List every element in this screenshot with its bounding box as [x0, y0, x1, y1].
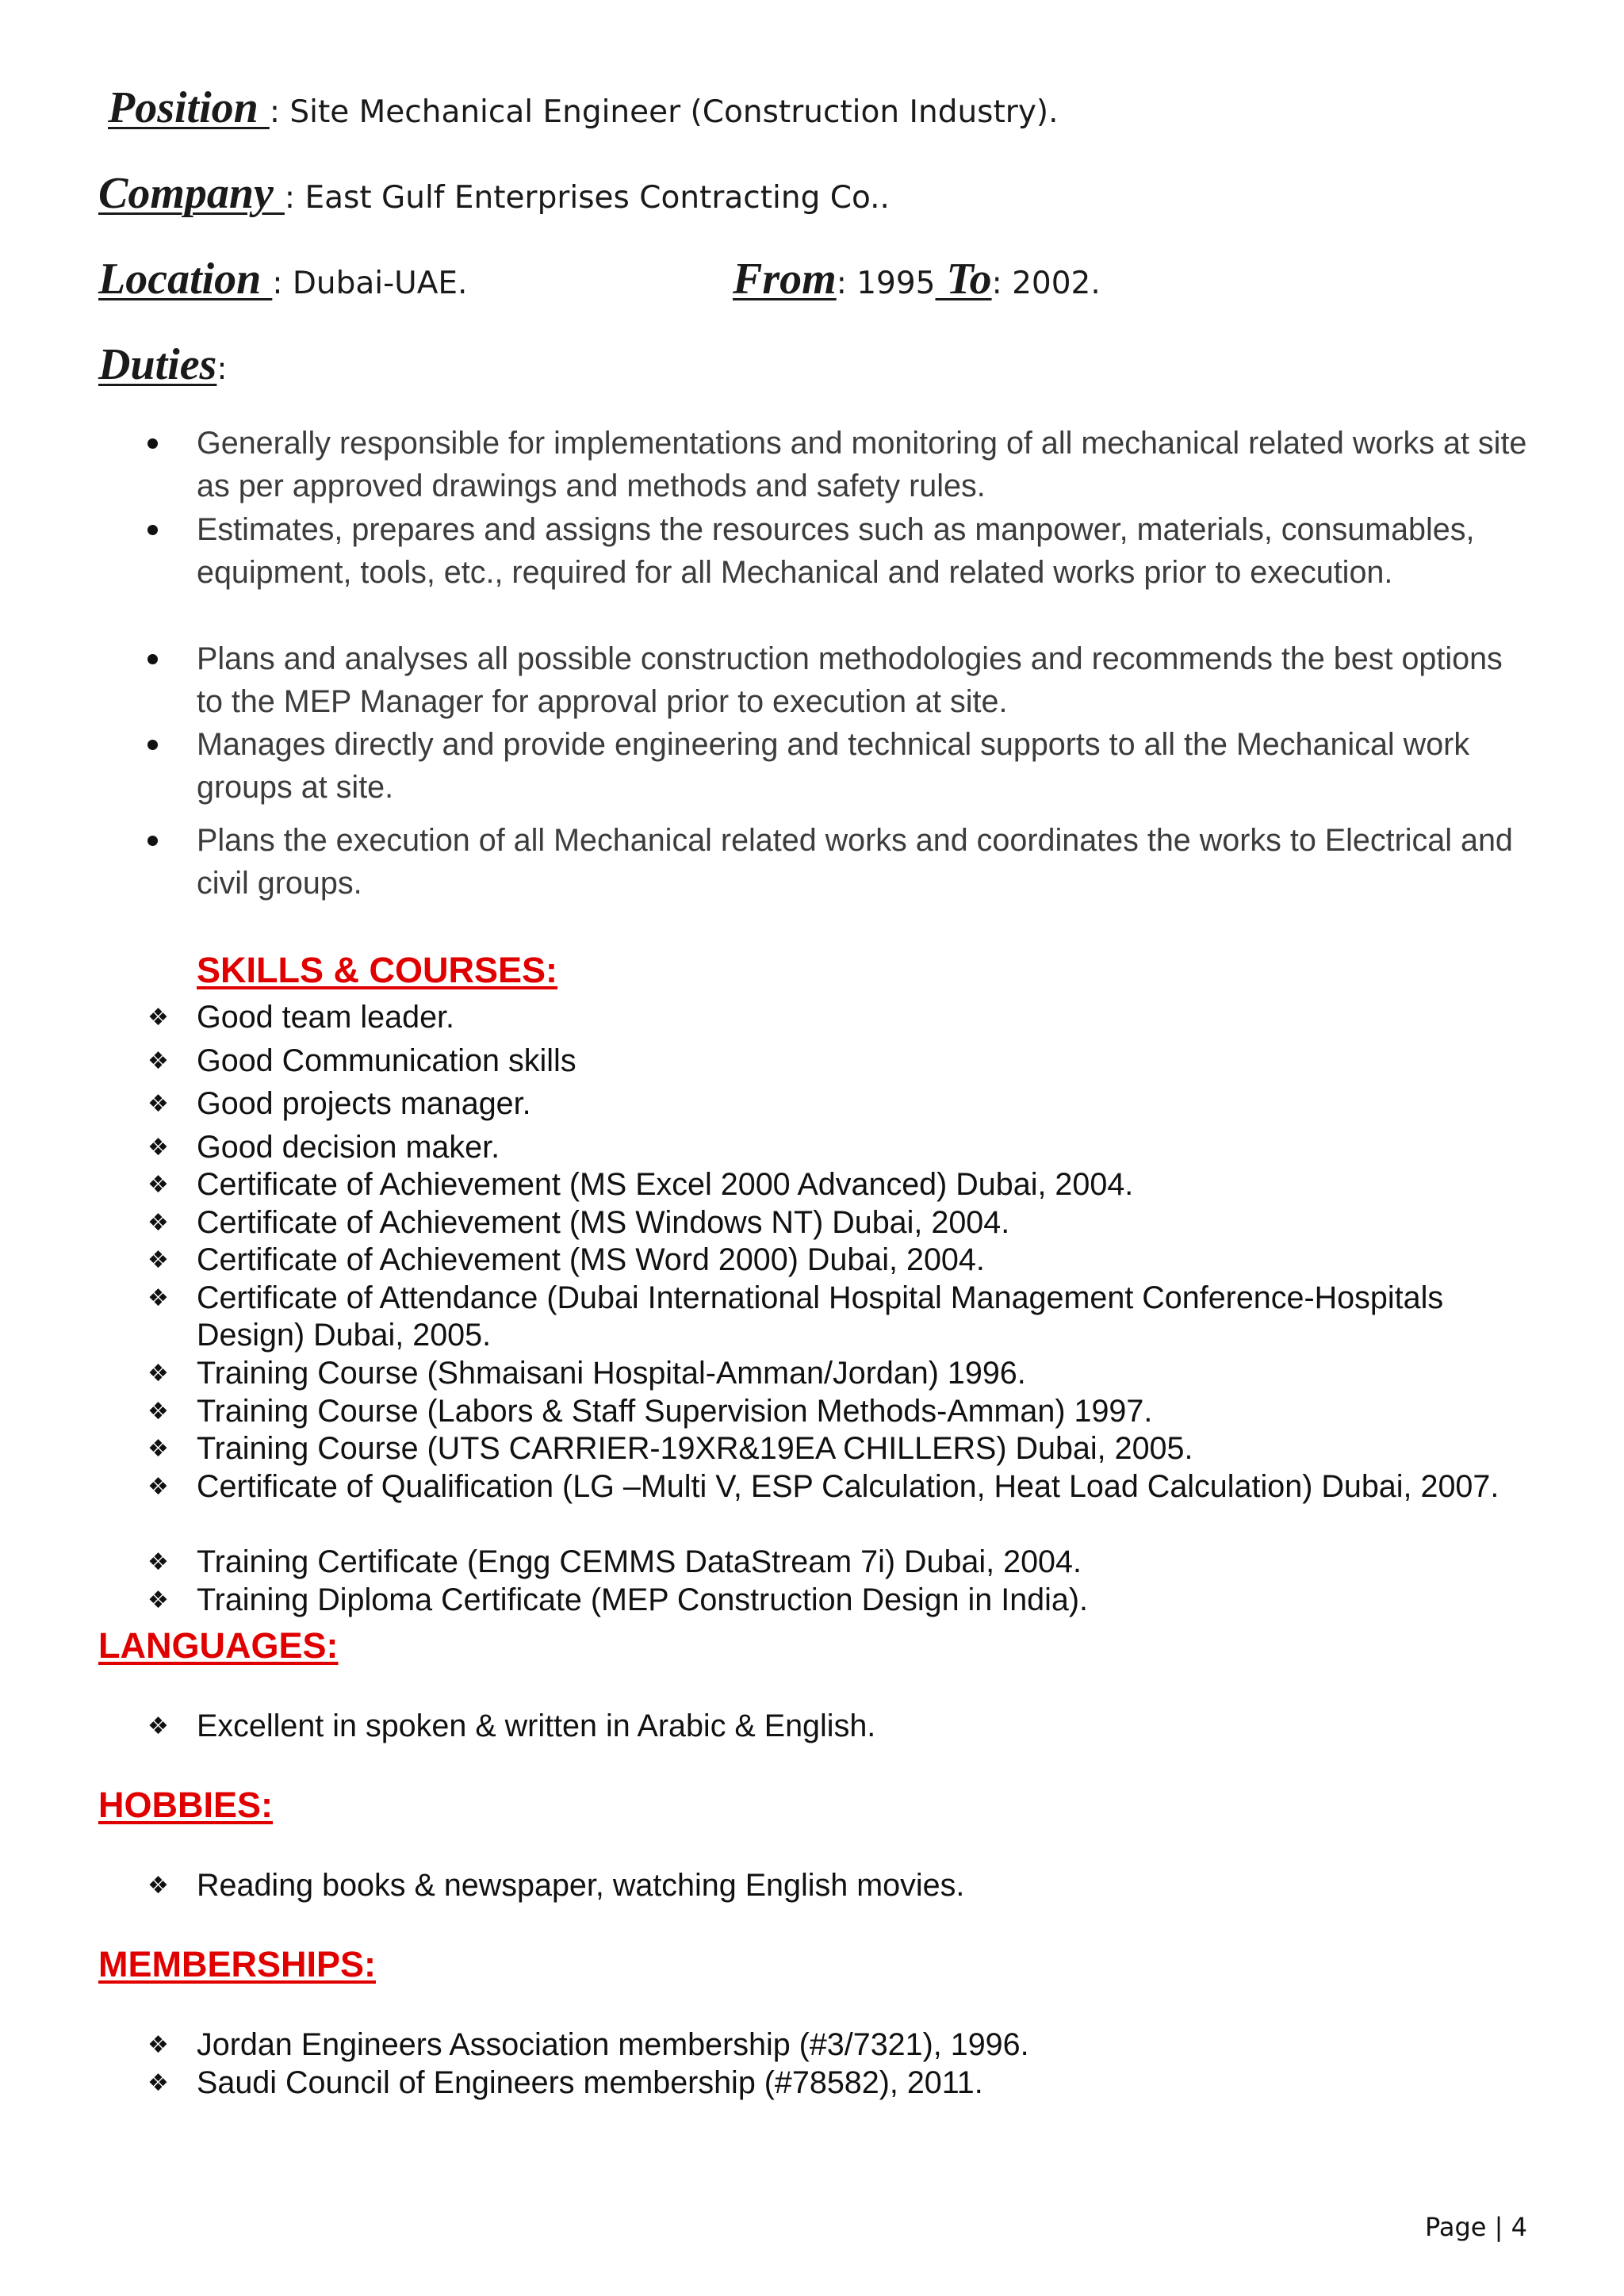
- skill-item: Certificate of Attendance (Dubai International Hospital Management Conference-Hospitals Design) Dubai, 2005.: [197, 1280, 1444, 1353]
- skill-item: Training Course (UTS CARRIER-19XR&19EA CHILLERS) Dubai, 2005.: [197, 1431, 1193, 1466]
- duties-label: Duties: [98, 340, 217, 389]
- skill-item: Good projects manager.: [197, 1086, 531, 1121]
- diamond-bullet-icon: ❖: [147, 1872, 169, 1900]
- languages-heading: LANGUAGES:: [98, 1625, 339, 1666]
- bullet-dot-icon: [147, 654, 158, 664]
- diamond-bullet-icon: ❖: [147, 1284, 169, 1312]
- diamond-bullet-icon: ❖: [147, 1090, 169, 1118]
- skill-item: Certificate of Achievement (MS Word 2000) Dubai, 2004.: [197, 1242, 985, 1277]
- to-label: To: [935, 254, 992, 304]
- membership-item: Jordan Engineers Association membership (#3/7321), 1996.: [197, 2027, 1029, 2062]
- skill-item: Good team leader.: [197, 1000, 454, 1035]
- skill-item: Training Course (Labors & Staff Supervision Methods-Amman) 1997.: [197, 1394, 1153, 1429]
- diamond-bullet-icon: ❖: [147, 1004, 169, 1031]
- location-row: [98, 254, 467, 304]
- page-number: Page | 4: [1425, 2212, 1527, 2242]
- skill-item: Good Communication skills: [197, 1043, 576, 1078]
- skill-item: Training Diploma Certificate (MEP Construction Design in India).: [197, 1582, 1089, 1617]
- position-row: [108, 82, 1059, 133]
- duty-item: Plans the execution of all Mechanical related works and coordinates the works to Electrical and civil groups.: [197, 823, 1513, 901]
- location-label: Location: [98, 254, 273, 304]
- bullet-dot-icon: [147, 740, 158, 750]
- language-item: Excellent in spoken & written in Arabic & English.: [197, 1709, 876, 1743]
- diamond-bullet-icon: ❖: [147, 2031, 169, 2059]
- hobbies-heading: HOBBIES:: [98, 1785, 274, 1825]
- period-row: [733, 254, 1101, 304]
- skill-item: Training Course (Shmaisani Hospital-Amman/Jordan) 1996.: [197, 1356, 1026, 1391]
- diamond-bullet-icon: ❖: [147, 1134, 169, 1161]
- skill-item: Certificate of Qualification (LG –Multi V, ESP Calculation, Heat Load Calculation) Dubai, 2007.: [197, 1469, 1500, 1504]
- duty-item: Manages directly and provide engineering and technical supports to all the Mechanical work groups at site.: [197, 727, 1470, 805]
- skill-item: Good decision maker.: [197, 1130, 500, 1165]
- position-value: : Site Mechanical Engineer (Construction Industry).: [269, 94, 1059, 130]
- hobby-item: Reading books & newspaper, watching English movies.: [197, 1868, 965, 1903]
- bullet-dot-icon: [147, 438, 158, 449]
- skill-item: Training Certificate (Engg CEMMS DataStream 7i) Dubai, 2004.: [197, 1544, 1082, 1579]
- diamond-bullet-icon: ❖: [147, 1473, 169, 1501]
- duties-row: [98, 339, 228, 390]
- from-value: : 1995: [836, 266, 936, 301]
- bullet-dot-icon: [147, 525, 158, 535]
- diamond-bullet-icon: ❖: [147, 1209, 169, 1237]
- duties-colon: :: [216, 351, 228, 387]
- membership-item: Saudi Council of Engineers membership (#78582), 2011.: [197, 2065, 983, 2100]
- diamond-bullet-icon: ❖: [147, 1712, 169, 1740]
- diamond-bullet-icon: ❖: [147, 1246, 169, 1274]
- duty-item: Generally responsible for implementations and monitoring of all mechanical related works at site as per approved drawings and methods and safety rules.: [197, 426, 1527, 503]
- diamond-bullet-icon: ❖: [147, 1548, 169, 1576]
- location-value: : Dubai-UAE.: [272, 266, 468, 301]
- position-label: Position: [108, 83, 270, 132]
- diamond-bullet-icon: ❖: [147, 1360, 169, 1387]
- from-label: From: [733, 254, 837, 304]
- duty-item: Plans and analyses all possible construction methodologies and recommends the best options to the MEP Manager for approval prior to execution at site.: [197, 641, 1503, 719]
- skills-heading: SKILLS & COURSES:: [197, 950, 558, 990]
- skill-item: Certificate of Achievement (MS Windows NT) Dubai, 2004.: [197, 1205, 1010, 1240]
- diamond-bullet-icon: ❖: [147, 1047, 169, 1075]
- company-label: Company: [98, 169, 285, 218]
- company-row: [98, 168, 890, 219]
- diamond-bullet-icon: ❖: [147, 1398, 169, 1425]
- company-value: : East Gulf Enterprises Contracting Co..: [284, 180, 890, 216]
- bullet-dot-icon: [147, 836, 158, 846]
- diamond-bullet-icon: ❖: [147, 2069, 169, 2097]
- skill-item: Certificate of Achievement (MS Excel 2000 Advanced) Dubai, 2004.: [197, 1167, 1134, 1202]
- diamond-bullet-icon: ❖: [147, 1171, 169, 1199]
- diamond-bullet-icon: ❖: [147, 1586, 169, 1614]
- to-value: : 2002.: [991, 266, 1101, 301]
- duty-item: Estimates, prepares and assigns the resources such as manpower, materials, consumables, equipment, tools, etc., required for all Mechanical and related works prior to execution.: [197, 512, 1475, 590]
- memberships-heading: MEMBERSHIPS:: [98, 1944, 377, 1984]
- diamond-bullet-icon: ❖: [147, 1435, 169, 1463]
